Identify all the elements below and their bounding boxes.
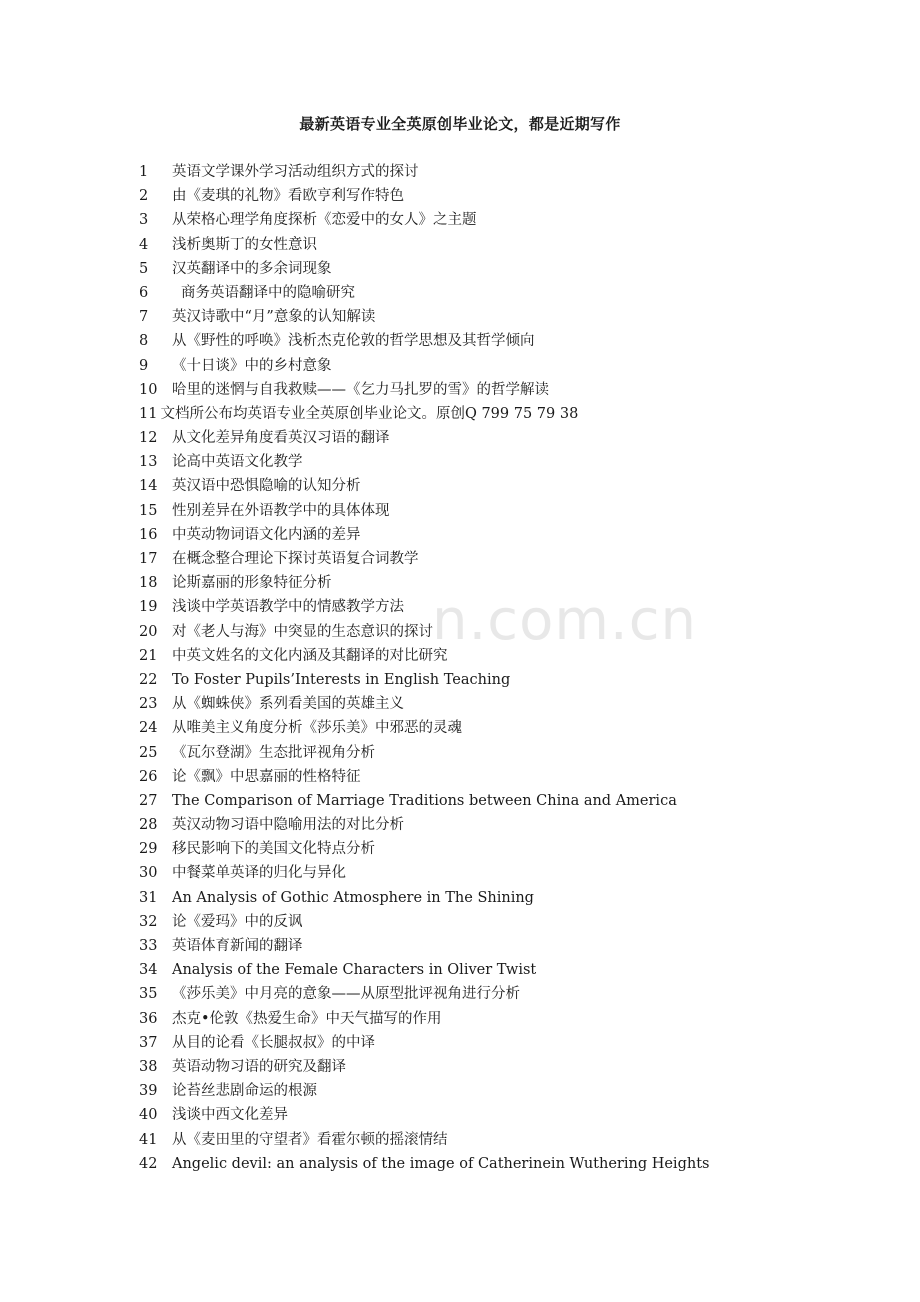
list-item [139,813,859,837]
item-number: 2 [139,188,149,205]
list-item [139,160,859,184]
list-item [139,499,859,523]
list-item [139,233,859,257]
item-title: 《十日谈》中的乡村意象 [172,357,332,374]
item-title: 英汉动物习语中隐喻用法的对比分析 [172,817,404,834]
list-item [139,595,859,619]
item-number: 40 [139,1107,158,1124]
item-number: 33 [139,938,158,954]
item-number: 42 [139,1155,158,1172]
list-item [139,716,859,740]
item-number: 27 [139,792,158,809]
item-title: 英语动物习语的研究及翻译 [172,1058,346,1075]
list-item [139,910,859,934]
item-title: 中英动物词语文化内涵的差异 [172,526,361,543]
item-number: 8 [139,333,149,350]
item-number: 35 [139,986,158,1003]
watermark: n.com.cn [432,588,697,653]
item-number: 37 [139,1034,158,1051]
item-title: 从《蜘蛛侠》系列看美国的英雄主义 [172,696,404,713]
item-number: 16 [139,526,158,543]
item-title: 从《野性的呼唤》浅析杰克伦敦的哲学思想及其哲学倾向 [172,333,535,350]
item-number: 17 [139,551,158,567]
item-number: 4 [139,236,149,253]
item-title: 中餐菜单英译的归化与异化 [172,865,346,882]
item-number: 12 [139,430,158,447]
list-item [139,208,859,232]
item-title: Angelic devil: an analysis of the image of Catherinein Wuthering Heights [172,1155,710,1172]
item-title: 由《麦琪的礼物》看欧亨利写作特色 [172,188,404,205]
item-number: 15 [139,502,158,519]
list-item [139,886,859,910]
item-number: 10 [139,381,158,398]
list-item [139,765,859,789]
list-item [139,184,859,208]
list-item [139,692,859,716]
item-number: 1 [139,164,149,180]
item-title: 对《老人与海》中突显的生态意识的探讨 [172,623,433,640]
item-number: 14 [139,478,158,495]
list-item [139,958,859,982]
item-title: 杰克•伦敦《热爱生命》中天气描写的作用 [172,1010,442,1027]
item-number: 25 [139,744,158,761]
item-title: 文档所公布均英语专业全英原创毕业论文。原创Q 799 75 79 38 [160,405,579,422]
item-number: 31 [139,889,158,906]
item-number: 28 [139,817,158,834]
item-number: 36 [139,1010,158,1027]
list-item [139,1079,859,1103]
item-title: 中英文姓名的文化内涵及其翻译的对比研究 [172,647,448,664]
list-item [139,354,859,378]
item-title: 移民影响下的美国文化特点分析 [172,841,375,858]
item-number: 23 [139,696,158,713]
list-item [139,257,859,281]
list-item [139,450,859,474]
item-title: The Comparison of Marriage Traditions between China and America [172,792,677,809]
list-item [139,741,859,765]
item-number: 29 [139,841,158,858]
item-title: 论斯嘉丽的形象特征分析 [172,575,332,592]
list-item [139,329,859,353]
item-title: 论高中英语文化教学 [172,454,303,471]
list-item [139,837,859,861]
item-title: 性别差异在外语教学中的具体体现 [172,502,390,519]
thesis-title-list [139,160,859,1176]
item-title: An Analysis of Gothic Atmosphere in The Shining [172,889,534,906]
list-item [139,547,859,571]
list-item [139,1128,859,1152]
list-item [139,378,859,402]
list-item [139,426,859,450]
list-item [139,1031,859,1055]
item-number: 11 [139,405,158,422]
item-title: 浅谈中西文化差异 [172,1107,288,1124]
item-title: 从目的论看《长腿叔叔》的中译 [172,1034,375,1051]
list-item [139,571,859,595]
item-title: 从文化差异角度看英汉习语的翻译 [172,430,390,447]
item-number: 38 [139,1058,158,1075]
item-title: 论《飘》中思嘉丽的性格特征 [172,768,361,785]
list-item [139,305,859,329]
item-title: 浅谈中学英语教学中的情感教学方法 [172,599,404,616]
item-number: 22 [139,671,158,688]
item-number: 13 [139,454,158,471]
item-title: 浅析奥斯丁的女性意识 [172,236,317,253]
list-item [139,281,859,305]
item-number: 34 [139,962,158,979]
item-number: 3 [139,212,149,229]
item-number: 26 [139,768,158,785]
item-number: 39 [139,1083,158,1100]
item-title: 英汉诗歌中“月”意象的认知解读 [172,309,376,326]
list-item [139,644,859,668]
item-number: 19 [139,599,158,616]
item-number: 20 [139,623,158,640]
document-title: 最新英语专业全英原创毕业论文，都是近期写作 [299,115,621,133]
item-number: 30 [139,865,158,882]
list-item [139,934,859,958]
list-item [139,620,859,644]
list-item [139,402,859,426]
item-title: 从《麦田里的守望者》看霍尔顿的摇滚情结 [172,1131,448,1148]
item-title: 论苔丝悲剧命运的根源 [172,1083,317,1100]
list-item [139,668,859,692]
item-number: 6 [139,284,149,301]
item-title: 汉英翻译中的多余词现象 [172,260,332,277]
item-title: 商务英语翻译中的隐喻研究 [181,284,355,301]
item-title: 《莎乐美》中月亮的意象——从原型批评视角进行分析 [172,986,520,1003]
item-number: 32 [139,913,158,930]
item-title: 哈里的迷惘与自我救赎——《乞力马扎罗的雪》的哲学解读 [172,381,549,398]
list-item [139,523,859,547]
item-title: 英语体育新闻的翻译 [172,938,303,954]
item-number: 41 [139,1131,158,1148]
item-number: 18 [139,575,158,592]
list-item [139,789,859,813]
item-title: Analysis of the Female Characters in Oliver Twist [172,962,537,979]
list-item [139,1007,859,1031]
list-item [139,1103,859,1127]
item-number: 9 [139,357,149,374]
item-title: To Foster Pupils’Interests in English Teaching [172,671,511,688]
item-number: 5 [139,260,149,277]
item-title: 论《爱玛》中的反讽 [172,913,303,930]
item-title: 英语文学课外学习活动组织方式的探讨 [172,164,419,180]
list-item [139,1055,859,1079]
item-title: 从唯美主义角度分析《莎乐美》中邪恶的灵魂 [172,720,462,737]
item-number: 24 [139,720,158,737]
list-item [139,982,859,1006]
item-title: 在概念整合理论下探讨英语复合词教学 [172,551,419,567]
list-item [139,474,859,498]
list-item [139,861,859,885]
item-number: 7 [139,309,149,326]
item-title: 从荣格心理学角度探析《恋爱中的女人》之主题 [172,212,477,229]
item-number: 21 [139,647,158,664]
item-title: 英汉语中恐惧隐喻的认知分析 [172,478,361,495]
list-item [139,1152,859,1176]
item-title: 《瓦尔登湖》生态批评视角分析 [172,744,375,761]
